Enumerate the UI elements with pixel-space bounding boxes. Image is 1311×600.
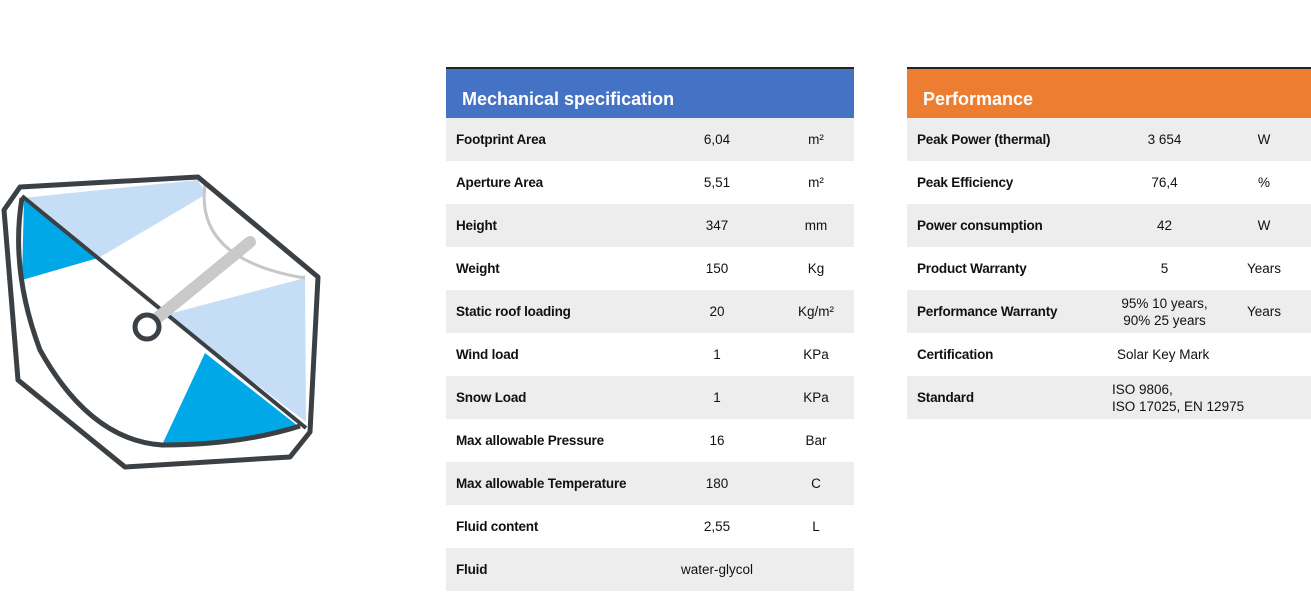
gauge-pivot bbox=[135, 315, 159, 339]
row-unit: W bbox=[1217, 204, 1311, 247]
row-label: Weight bbox=[456, 261, 500, 276]
row-label: Power consumption bbox=[907, 204, 1112, 247]
row-value: 16 bbox=[709, 433, 725, 448]
row-label: Footprint Area bbox=[446, 118, 656, 161]
performance-table bbox=[907, 67, 1311, 419]
row-label: Height bbox=[446, 204, 656, 247]
row-unit: Years bbox=[1217, 290, 1311, 333]
row-value: 5 bbox=[1160, 261, 1169, 276]
table-row bbox=[446, 161, 854, 204]
table-row bbox=[446, 333, 854, 376]
row-unit: C bbox=[778, 462, 854, 505]
row-value: 95% 10 years, 90% 25 years bbox=[1112, 290, 1217, 333]
table-row bbox=[907, 247, 1311, 290]
row-label: Standard bbox=[907, 376, 1112, 419]
table-row bbox=[907, 376, 1311, 419]
row-value: 5,51 bbox=[703, 175, 731, 190]
row-label: Certification bbox=[917, 347, 994, 362]
table-row bbox=[446, 376, 854, 419]
row-value: 42 bbox=[1112, 204, 1217, 247]
row-value: 2,55 bbox=[703, 519, 731, 534]
row-unit: m² bbox=[778, 118, 854, 161]
row-label: Fluid bbox=[446, 548, 656, 591]
table-row bbox=[446, 204, 854, 247]
row-value: 1 bbox=[713, 347, 721, 362]
row-unit: W bbox=[1217, 118, 1311, 161]
row-unit: KPa bbox=[803, 347, 829, 362]
row-value: 6,04 bbox=[656, 118, 778, 161]
row-unit: KPa bbox=[778, 376, 854, 419]
row-value: ISO 9806, ISO 17025, EN 12975 bbox=[1112, 376, 1311, 419]
row-label: Peak Efficiency bbox=[917, 175, 1014, 190]
row-unit: Bar bbox=[805, 433, 827, 448]
row-value: water-glycol bbox=[656, 548, 778, 591]
row-unit: % bbox=[1258, 175, 1271, 190]
row-label: Aperture Area bbox=[456, 175, 543, 190]
row-unit: L bbox=[812, 519, 820, 534]
row-unit bbox=[778, 548, 854, 591]
row-label: Fluid content bbox=[456, 519, 539, 534]
row-value: 3 654 bbox=[1112, 118, 1217, 161]
table-row bbox=[907, 204, 1311, 247]
row-value: 76,4 bbox=[1151, 175, 1178, 190]
row-label: Static roof loading bbox=[446, 290, 656, 333]
table-row bbox=[446, 419, 854, 462]
row-label: Peak Power (thermal) bbox=[907, 118, 1112, 161]
table-row bbox=[446, 247, 854, 290]
row-value: 1 bbox=[656, 376, 778, 419]
solar-collector-illustration bbox=[0, 160, 330, 480]
row-value: 20 bbox=[656, 290, 778, 333]
row-label: Max allowable Temperature bbox=[446, 462, 656, 505]
row-unit: m² bbox=[808, 175, 824, 190]
mechanical-spec-title: Mechanical specification bbox=[446, 68, 854, 118]
table-row bbox=[907, 118, 1311, 161]
mechanical-spec-table bbox=[446, 67, 854, 591]
row-label: Max allowable Pressure bbox=[456, 433, 604, 448]
table-row bbox=[446, 290, 854, 333]
table-row bbox=[446, 548, 854, 591]
row-unit: mm bbox=[778, 204, 854, 247]
table-row bbox=[446, 462, 854, 505]
table-row bbox=[446, 505, 854, 548]
row-label: Product Warranty bbox=[917, 261, 1027, 276]
row-value: Solar Key Mark bbox=[1117, 347, 1210, 362]
row-value: 347 bbox=[656, 204, 778, 247]
performance-title: Performance bbox=[907, 68, 1311, 118]
table-row bbox=[907, 333, 1311, 376]
row-value: 150 bbox=[705, 261, 729, 276]
table-row bbox=[446, 118, 854, 161]
row-label: Performance Warranty bbox=[907, 290, 1112, 333]
row-unit: Years bbox=[1246, 261, 1282, 276]
table-row bbox=[907, 161, 1311, 204]
row-unit: Kg/m² bbox=[778, 290, 854, 333]
table-row bbox=[907, 290, 1311, 333]
row-unit: Kg bbox=[807, 261, 825, 276]
row-label: Snow Load bbox=[446, 376, 656, 419]
row-label: Wind load bbox=[456, 347, 519, 362]
row-value: 180 bbox=[656, 462, 778, 505]
